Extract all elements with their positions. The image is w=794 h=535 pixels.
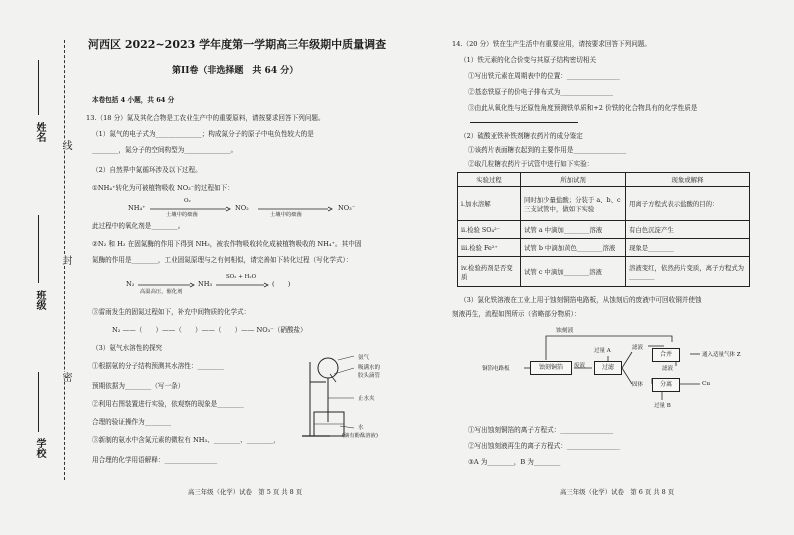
chain1-s1: NH₄⁺ [128,204,146,212]
table-cell: 试管 c 中滴加________溶液 [521,257,626,287]
apparatus-label-2: 吸满水的 [358,365,381,371]
chain2-s2: NH₃ [198,280,213,288]
q13-2-iii: ③雷雨发生的固氮过程如下，补充中间物质的化学式： [92,308,251,316]
q14-2-i: ①该药片表面糖衣起到的主要作用是________________ [468,146,627,154]
q14-3a: （3）氯化铁溶液在工业上用于蚀刻铜箔电路板，从蚀刻后的废液中可回收铜并使蚀 [460,296,702,304]
q13-2-i-b: 此过程中的氧化剂是________。 [92,222,185,230]
table-cell: iv.检验药剂是否变质 [458,257,521,287]
table-header-cell: 实验过程 [458,173,521,187]
q14-3-iii: ③A 为________，B 为________ [468,458,561,466]
chain2-c1: 高温高压，催化剂 [140,289,183,295]
left-footer: 高三年级（化学）试卷 第 5 页 共 8 页 [188,488,303,496]
q14-3b: 刻液再生，流程如图所示（省略部分物质）： [452,310,581,318]
flow-separate-box: 分离 [652,378,680,392]
flow-excess-b: 过量 B [654,403,671,409]
flow-board: 铜箔电路板 [482,366,510,372]
chain1-c2: 土壤中的细菌 [270,212,302,218]
table-cell: 试管 b 中滴加黄色________溶液 [521,239,626,257]
flow-etch-label: 蚀刻液 [556,328,574,334]
school-label: 学校 [34,438,45,458]
chain2-s3: ( ) [272,280,291,288]
q14-2: （2）硫酸亚铁补铁剂糖衣药片的成分鉴定 [460,132,583,140]
table-header-cell: 所加试剂 [521,173,626,187]
class-label: 班级 [34,290,45,310]
flow-filtrate: 滤液 [632,345,644,351]
q14-1: （1）铁元素的化合价变与其原子结构密切相关 [460,56,597,64]
table-cell: i.加水溶解 [458,187,521,221]
seal-char-2: 封 [60,255,71,265]
q13-2-ii-a: ②N₂ 和 H₂ 在固氮酶的作用下得到 NH₃，被农作物吸收转化成被植物吸收的 NH₄⁺。其中固 [92,240,362,248]
seal-char-1: 线 [60,140,71,150]
table-cell: 试管 a 中滴加________溶液 [521,221,626,239]
q13-3-iib: 合理的验证操作为________ [92,418,172,426]
chain1-c1: 土壤中的细菌 [166,212,198,218]
chain3: N₂ ——（ ）——（ ）——（ ）—— NO₃⁻（硝酸盐） [112,326,307,334]
apparatus-label-5: 水 [358,425,364,431]
apparatus-label-4: 止水夹 [358,396,375,402]
table-cell: 溶液变红，依然药片变质，离子方程式为________ [626,257,750,287]
q14-3-i: ①写出蚀刻铜箔的离子方程式：________________ [468,426,614,434]
chain2-s1: N₂ [126,280,135,288]
flow-excess-a: 过量 A [594,348,611,354]
q13-3-iiib: 用合理的化学用语解释：________________ [92,456,218,464]
q14-2-ii: ②取几粒糖衣药片于试管中进行如下实验： [468,160,594,168]
seal-char-3: 密 [60,372,71,382]
q13-head: 13.（18 分）氮及其化合物是工农业生产中的重要原料，请按要求回答下列问题。 [86,114,325,122]
section-intro: 本卷包括 4 小题，共 64 分 [92,96,175,104]
table-cell: 现象是________ [626,239,750,257]
chain1-r1: O₂ [184,198,191,204]
q14-1-i: ①写出铁元素在周期表中的位置：________________ [468,72,620,80]
table-header-cell: 现象或解释 [626,173,750,187]
flow-waste: 废液 [574,363,586,369]
name-label: 姓名 [34,122,45,142]
q14-1-ii: ②基态铁原子的价电子排布式为________________ [468,88,614,96]
table-cell: ii.检验 SO₄²⁻ [458,221,521,239]
chain1-s2: NO₂ [235,204,249,212]
q14-head: 14.（20 分）铁在生产生活中有重要应用，请按要求回答下列问题。 [452,40,652,48]
apparatus-label-6: (滴有酚酞溶液) [342,433,378,439]
q14-1-iii: ③由此从氧化性与还原性角度预测铁单质和+2 价铁的化合物具有的化学性质是 [468,104,698,112]
q13-3-i: ①根据氨的分子结构预测其水溶性：________ [92,362,224,370]
flow-filtrate-2: 滤液 [662,366,674,372]
flow-cu: Cu [702,381,711,387]
flow-merge-box: 合并 [652,348,680,362]
chain2-r2: SO₂ + H₂O [226,274,257,280]
q13-3-iii: ③新制的氨水中含氮元素的微粒有 NH₃、________、________， [92,436,280,444]
q13-1b: ________，氮分子的空间构型为______________。 [92,146,238,154]
chain1-s3: NO₃⁻ [338,204,356,212]
flow-solid: 固体 [632,382,644,388]
table-cell: 用离子方程式表示盐酸的目的： [626,187,750,221]
section-title: 第II卷（非选择题 共 64 分） [172,66,299,76]
q13-3: （3）氨气水溶性的探究 [92,344,163,352]
q13-3-ia: 预期依据为________（写一条） [92,382,185,390]
flow-etching-box: 蚀刻铜箔 [530,361,572,375]
table-cell: 有白色沉淀产生 [626,221,750,239]
q13-2-ii-b: 氮酶的作用是________，工业固氮原理与之有何相似，请完善如下转化过程（写化学式）： [92,256,353,264]
q13-2: （2）自然界中氮循环涉及以下过程。 [92,166,202,174]
q13-3-ii: ②利用右图装置进行实验，依观察的现象是________ [92,400,244,408]
right-footer: 高三年级（化学）试卷 第 6 页 共 8 页 [560,488,675,496]
flow-filter-box: 过滤 [594,361,622,375]
flow-gas-z: 通入适量气体 Z [702,352,741,358]
q14-3-ii: ②写出蚀刻液再生的离子方程式：________________ [468,442,620,450]
apparatus-label-3: 胶头滴管 [358,373,381,379]
q13-2-i: ①NH₄⁺转化为可被植物吸收 NO₃⁻的过程如下： [92,184,234,192]
apparatus-label-1: 氨气 [358,355,370,361]
q13-1a: （1）氮气的电子式为______________；构成氮分子的原子中电负性较大的是 [92,130,314,138]
exam-title: 河西区 2022~2023 学年度第一学期高三年级期中质量调查 [88,38,387,51]
table-cell: iii.检验 Fe²⁺ [458,239,521,257]
table-cell: 同时加少量盐酸；分装于 a、b、c 三支试管中，做如下实验 [521,187,626,221]
